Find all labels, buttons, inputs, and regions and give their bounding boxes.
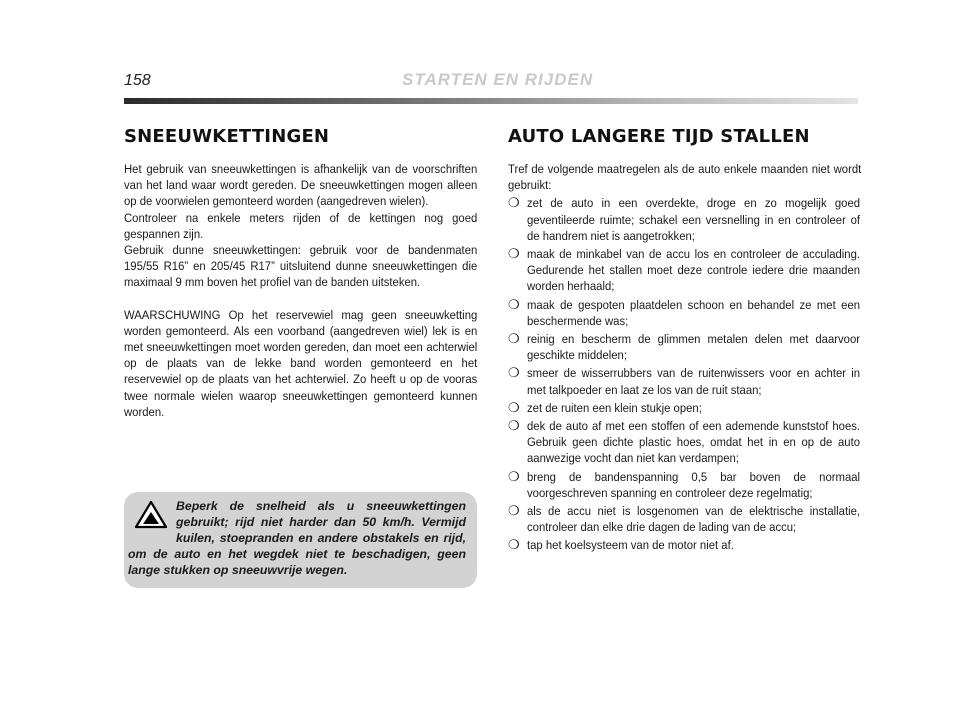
list-item: [508, 195, 861, 244]
bullet-circle-icon: ❍: [508, 366, 520, 382]
header-rule: [124, 98, 858, 104]
warning-paragraph: WAARSCHUWING Op het reservewiel mag geen sneeuwketting worden gemonteerd. Als een voorband (aangedreven wiel) lek is en met sneeuwkettingen moet worden gereden, dan moet een achterwiel op de plaats van de lekke band worden gemonteerd en het reservewiel op de plaats van het achterwiel. Zo heeft u op de vooras twee normale wielen waarop sneeuwkettingen gemonteerd kunnen worden.: [124, 307, 478, 419]
bullet-circle-icon: ❍: [508, 297, 520, 313]
list-item-text: tap het koelsysteem van de motor niet af.: [527, 538, 734, 553]
bullet-circle-icon: ❍: [508, 332, 520, 348]
warning-box: [124, 492, 477, 588]
paragraph: Gebruik dunne sneeuwkettingen: gebruik voor de bandenmaten 195/55 R16” en 205/45 R17” uitsluitend dunne sneeuwkettingen die maximaal 9 mm boven het profiel van de banden uitsteken.: [124, 243, 478, 290]
warning-text: [128, 498, 466, 578]
list-item: [508, 503, 861, 535]
list-item: [508, 297, 861, 329]
paragraph-spacer: [124, 291, 477, 307]
list-item-text: reinig en bescherm de glimmen metalen delen met daarvoor geschikte middelen;: [527, 332, 861, 363]
list-item: [508, 469, 861, 501]
list-item: [508, 400, 861, 416]
list-item-text: smeer de wisserrubbers van de ruitenwissers voor en achter in met talkpoeder en laat ze los van de ruit staan;: [527, 366, 861, 397]
snow-chains-heading: SNEEUWKETTINGEN: [124, 126, 330, 147]
paragraph: Controleer na enkele meters rijden of de kettingen nog goed gespannen zijn.: [124, 210, 478, 241]
bullet-circle-icon: ❍: [508, 504, 520, 520]
list-item: [508, 418, 861, 467]
long-storage-heading: AUTO LANGERE TIJD STALLEN: [508, 126, 810, 147]
bullet-circle-icon: ❍: [508, 247, 520, 263]
bullet-circle-icon: ❍: [508, 469, 520, 485]
left-column: [124, 126, 477, 420]
bullet-circle-icon: ❍: [508, 400, 520, 416]
storage-checklist: [508, 195, 861, 553]
intro-paragraph: Tref de volgende maatregelen als de auto enkele maanden niet wordt gebruikt:: [508, 162, 862, 193]
warning-text-content: Beperk de snelheid als u sneeuwkettingen gebruikt; rijd niet harder dan 50 km/h. Vermijd kuilen, stoepranden en andere obstakels en rijd, om de auto en het wegdek niet te beschadigen, geen lange stukken op sneeuwvrije wegen.: [128, 499, 466, 577]
page-number: 158: [124, 72, 151, 89]
list-item: [508, 537, 861, 553]
paragraph: Het gebruik van sneeuwkettingen is afhankelijk van de voorschriften van het land waar wordt gereden. De sneeuwkettingen mogen alleen op de voorwielen gemonteerd worden (aangedreven wielen).: [124, 162, 478, 209]
list-item-text: zet de auto in een overdekte, droge en zo mogelijk goed geventileerde ruimte; schakel een versnelling in en controleer of de handrem niet is aangetrokken;: [527, 196, 861, 243]
list-item-text: maak de gespoten plaatdelen schoon en behandel ze met een beschermende was;: [527, 297, 861, 328]
right-column: [508, 126, 861, 556]
list-item-text: zet de ruiten een klein stukje open;: [527, 400, 702, 415]
list-item: [508, 331, 861, 363]
list-item-text: dek de auto af met een stoffen of een ademende kunststof hoes. Gebruik geen dichte plastic hoes, omdat het in en op de auto aanwezige vocht dan niet kan verdampen;: [527, 419, 861, 466]
bullet-circle-icon: ❍: [508, 538, 520, 554]
running-head: STARTEN EN RIJDEN: [402, 70, 594, 89]
bullet-circle-icon: ❍: [508, 419, 520, 435]
bullet-circle-icon: ❍: [508, 196, 520, 212]
list-item-text: breng de bandenspanning 0,5 bar boven de normaal voorgeschreven spanning en controleer deze regelmatig;: [527, 469, 861, 500]
list-item-text: als de accu niet is losgenomen van de elektrische installatie, controleer dan elke drie dagen de lading van de accu;: [527, 504, 861, 535]
list-item-text: maak de minkabel van de accu los en controleer de acculading. Gedurende het stallen moet deze controle iedere drie maanden worden herhaald;: [527, 247, 861, 294]
list-item: [508, 246, 861, 295]
list-item: [508, 365, 861, 397]
